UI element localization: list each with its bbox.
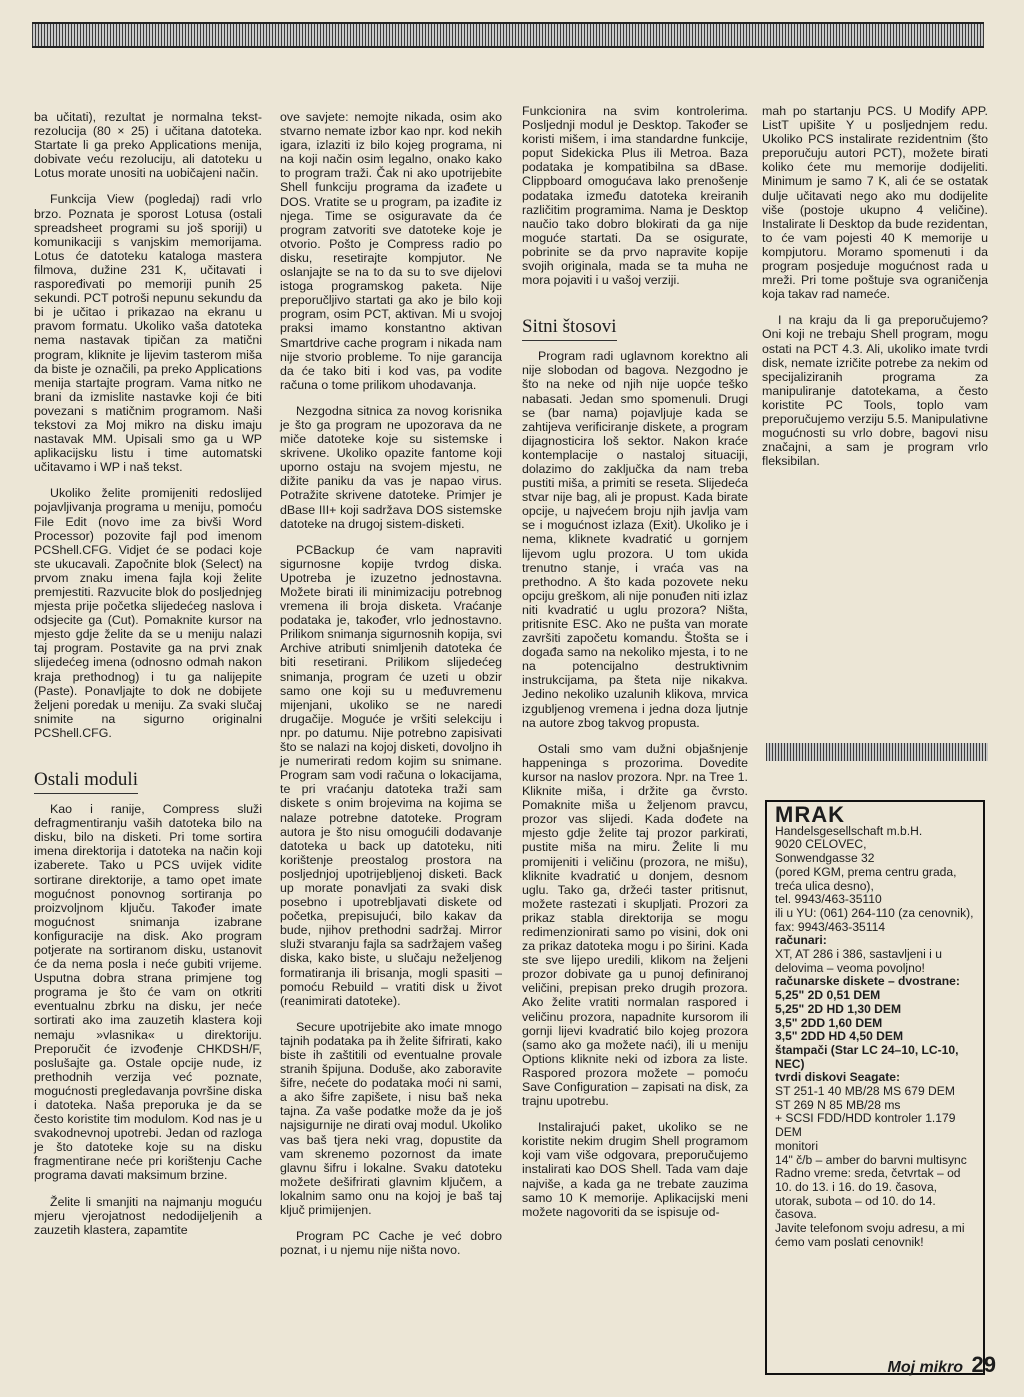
ad-line: 9020 CELOVEC, — [775, 837, 867, 852]
ad-line: Handelsgesellschaft m.b.H. — [775, 823, 923, 838]
paragraph: PCBackup će vam napraviti sigurnosne kopije tvrdog diska. Upotreba je izuzetno jednostavna. Možete birati ili minimizaciju potrebnog vremena ili broja disketa. Vraćanje podataka je, također, vrlo jednostavno. Prilikom snimanja sigurnosnih kopija, svi Archive atributi snimljenih datoteka će biti resetirani. Prilikom slijedećeg snimanja, program će uzeti u obzir samo one koji su u međuvremenu mijenjani, ukoliko se ne naredi drugačije. Moguće je vršiti selekciju i npr. po datumu. Nije potrebno zapisivati što se nalazi na kojoj disketi, dovoljno ih je numerirati redom kojim su snimane. Program sam vodi računa o lokacijama, te pri vraćanju datoteka traži sam diskete s onim brojevima na kojima se nalaze potrebne datoteke. Program autora je što nisu omogućili dodavanje datoteka u back up datoteku, niti korištenje preostalog prostora na posljednjoj upotrijebljenoj disketi. Back up morate ponavljati za svaki disk posebno i upotrebljavati diskete od početka, prepisujući, bilo kakav da bude, njihov prethodni sadržaj. Mirror služi stvaranju fajla sa sadržajem vašeg diska, kako biste, u slučaju neželjenog formatiranja ili brisanja, mogli spasiti – pomoću Rebuild – vratiti disk u život (reanimirati datoteke). — [280, 542, 502, 1008]
section-heading-sitni-stosovi: Sitni štosovi — [522, 317, 617, 341]
article-column-4 — [762, 104, 988, 480]
ad-line: fax: 9943/463-35114 — [775, 919, 886, 934]
ad-working-hours: Radno vreme: sreda, četvrtak – od 10. do 13. i 16. do 19. časova, utorak, subota – od 10. do 14. časova. — [775, 1166, 961, 1222]
ad-racunari-label: računari: — [775, 933, 827, 948]
magazine-name: Moj mikro — [887, 1359, 964, 1376]
paragraph: Funkcija View (pogledaj) radi vrlo brzo. Poznata je sporost Lotusa (ostali spreadsheet programi su još sporiji) u komunikaciji s vanjskim memorijama. Lotus će datoteku kataloga mastera filmova, dužine 231 K, učitavati i raspoređivati po memoriji punih 25 sekundi. PCT potroši nepunu sekundu da bi je učitao i prikazao na ekranu u pravom formatu. Ukoliko vaša datoteka nema nastavak tipičan za matični program, kliknite je lijevim tasterom miša da biste je označili, pa preko Applications menija startajte program. Vama nitko ne brani da izmislite nastavke koji će biti povezani s matičnim programom. Naši tekstovi za Moj mikro na disku imaju nastavak MM. Upisali smo ga u WP aplikacijsku listu i time automatski učitavamo i WP i naš tekst. — [34, 192, 262, 475]
paragraph: mah po startanju PCS. U Modify APP. ListT upišite Y u posljednjem redu. Ukoliko PCS instalirate rezidentnim (što preporučuju autori PCT), možete birati koliko ćete mu memorije dodijeliti. Minimum je samo 7 K, ali će se ostatak dulje učitavati nego ako mu dodijelite više (postoje ukupno 4 veličine). Instalirate li Desktop da bude rezidentan, to će vam pojesti 40 K memorije u kompjutoru. Moramo spomenuti i da program posjeduje mogućnost rada u mreži. Pri tome poštuje sva ograničenja koja takav rad nameće. — [762, 104, 988, 302]
ad-monitori-text: 14" č/b – amber do barvni multisync — [775, 1152, 967, 1167]
paragraph: Želite li smanjiti na najmanju moguću mjeru vjerojatnost nedodijeljenih a zauzetih klastera, zapamtite — [34, 1194, 262, 1237]
paragraph: Nezgodna sitnica za novog korisnika je što ga program ne upozorava da ne miče datoteke koje su sistemske i skrivene. Ukoliko opazite fantome koji uporno ostaju na svojem mjestu, ne dižite paniku da vas je napao virus. Potražite skrivene datoteke. Primjer je dBase III+ koji sadržava DOS sistemske datoteke na drugoj sistem-disketi. — [280, 403, 502, 531]
ad-disk-item: ST 251-1 40 MB/28 MS 679 DEM — [775, 1084, 955, 1099]
paragraph: ove savjete: nemojte nikada, osim ako stvarno nemate izbor kao npr. kod nekih igara, izlaziti iz bilo kojeg programa, ni na koji način osim legalno, onako kako to program traži. Čak ni ako upotrijebite Shell funkciju programa da izađete u DOS. Vratite se u program, pa izađite iz njega. Time se osiguravate da će program zatvoriti sve datoteke koje je otvorio. Pošto je Compress radio po disku, resetirajte kompjutor. Ne oslanjajte se na to da su to sve dijelovi istoga programskog paketa. Nije preporučljivo startati ga ako je bilo koji program, osim PCT, aktivan. Mi u svojoj praksi imamo konstantno aktivan Smartdrive cache program i nikada nam nije stvorio probleme. To nije garancija da će tako biti i kod vas, pa vodite računa o tome prilikom uhodavanja. — [280, 110, 502, 392]
paragraph: Ukoliko želite promijeniti redoslijed pojavljivanja programa u meniju, pomoću File Edit (novo ime za bivši Word Processor) pozovite fajl pod imenom PCShell.CFG. Vidjet će se podaci koje ste ukucavali. Započnite blok (Select) na prvom znaku imena fajla koji želite premjestiti. Razvucite blok do posljednjeg mjesta prije početka slijedećeg naslova i odsjecite ga (Cut). Pomaknite kursor na mjesto gdje želite da se u meniju nalazi taj program. Postavite ga na prvi znak slijedećeg imena (odnosno odmah nakon kraja prethodnog) i tu ga nalijepite (Paste). Ponavljajte to dok ne dobijete željeni poredak u meniju. Za svaki slučaj snimite na sigurno originalni PCShell.CFG. — [34, 486, 262, 740]
page-number: 29 — [971, 1352, 996, 1377]
ad-call-to-action: Javite telefonom svoju adresu, a mi ćemo vam poslati cenovnik! — [775, 1221, 965, 1249]
mrak-logo: MRAK — [775, 802, 845, 827]
ad-diskovi-label: tvrdi diskovi Seagate: — [775, 1070, 901, 1085]
article-column-3 — [522, 104, 748, 1231]
ad-disk-item: ST 269 N 85 MB/28 ms — [775, 1097, 901, 1112]
ad-stampaci: štampači (Star LC 24–10, LC-10, NEC) — [775, 1042, 959, 1071]
ad-disketa-price: 3,5" 2DD HD 4,50 DEM — [775, 1029, 904, 1044]
ad-disk-item: + SCSI FDD/HDD kontroler 1.179 DEM — [775, 1111, 956, 1140]
paragraph: Funkcionira na svim kontrolerima. Posljednji modul je Desktop. Također se koristi mišem, i ima standardne funkcije, poput Sidekicka Plus ili Metroa. Baza podataka je kompatibilna sa dBase. Clippboard omogućava lako prenošenje podataka između datoteka kreiranih različitim programima. Nama je Desktop naučio tako dobro blokirati da ga nije moguće startati. Da se osigurate, pobrinite se da prvo napravite kopije svojih originala, mada se ta muha ne mora pojaviti i u vašoj verziji. — [522, 104, 748, 288]
section-heading-ostali-moduli: Ostali moduli — [34, 770, 138, 794]
decorative-bar — [766, 743, 988, 761]
ad-diskete-label: računarske diskete – dvostrane: — [775, 974, 960, 989]
ad-monitori-label: monitori — [775, 1138, 819, 1153]
paragraph: ba učitati), rezultat je normalna tekst-rezolucija (80 × 25) i učitana datoteka. Startate li ga preko Applications menija, dobivate veću rezoluciju, ali datoteku u Lotus morate unositi na uobičajeni način. — [34, 110, 262, 181]
page-footer — [888, 1352, 997, 1378]
paragraph: Secure upotrijebite ako imate mnogo tajnih podataka pa ih želite šifrirati, kako biste ih zaštitili od eventualne provale stranih špijuna. Doduše, ako zaboravite šifre, nećete do podataka moći ni sami, a ako šifre zapišete, i nisu baš neka tajna. Za vaše podatke može da je još najsigurnije ne dirati ovaj modul. Ukoliko vas baš tjera neki vrag, dopustite da vam skrenemo pozornost da imate glavnu šifru i lokalne. Svaku datoteku možete dešifrirati glavnim ključem, a lokalnim samo onu na kojoj je baš taj ključ primijenjen. — [280, 1019, 502, 1218]
ad-disketa-price: 5,25" 2D 0,51 DEM — [775, 988, 881, 1003]
top-decorative-bar — [32, 22, 984, 48]
ad-line: Sonwendgasse 32 — [775, 851, 875, 866]
paragraph: Kao i ranije, Compress služi defragmentiranju vaših datoteka bilo na disku, bilo na disketi. Pri tome sortira imena direktorija i datoteka na način koji izaberete. Tako u PCS uvijek vidite sortirane direktorije, a tamo opet imate mogućnost ponovnog sortiranja po proizvoljnom ključu. Također imate mogućnost snimanja izabrane konfiguracije na disk. Ako program potjerate na sortiranom disku, ustanovit će da nema posla i neće gubiti vrijeme. Usputna dobra strana primjene tog programa je što će vam on otkriti eventualnu zbrku na disku, jer neće sortirati ako ima zauzetih klastera koji nemaju »vlasnika« u direktoriju. Preporučit će izvođenje CHKDSH/F, poslušajte ga. Ostale opcije nude, iz prethodnih verzija već poznate, mogućnosti pregledavanja površine diska i datoteka. Naša preporuka je da se često koristite tim modulom. Kod nas je u svakodnevnoj upotrebi. Jedan od razloga je što datoteke koje su na disku fragmentirane neće pri korištenju Cache programa davati maksimum brzine. — [34, 802, 262, 1183]
article-column-1 — [34, 110, 262, 1249]
ad-disketa-price: 5,25" 2D HD 1,30 DEM — [775, 1001, 902, 1016]
article-column-2 — [280, 110, 502, 1269]
ad-line: tel. 9943/463-35110 — [775, 892, 882, 907]
paragraph: Instalirajući paket, ukoliko se ne koristite nekim drugim Shell programom koji vam više odgovara, preporučujemo instalirati kao DOS Shell. Tada vam daje najviše, a kada ga ne trebate zauzima samo 10 K memorije. Aplikacijski meni možete nagovoriti da se ispisuje od- — [522, 1120, 748, 1219]
ad-line: ili u YU: (061) 264-110 (za cenovnik), — [775, 905, 974, 920]
paragraph: Ostali smo vam dužni objašnjenje happeninga s prozorima. Dovedite kursor na naslov prozora. Npr. na Tree 1. Kliknite miša, i držite ga čvrsto. Pomaknite miša u željenom pravcu, prozor vas slijedi. Kada dođete na mjesto gdje želite taj prozor parkirati, pustite miša na miru. Želite li mu promijeniti i veličinu (prozora, ne mišu), kliknite kvadratić u donjem, desnom uglu. Tako ga, držeći taster pritisnut, možete rastezati i skupljati. Prozori za prikaz stabla direktorija se mogu redimenzionirati samo po visini, dok oni za prikaz datoteka mogu i po širini. Kada ste sve lijepo uredili, klikom na željeni prozor dobivate ga u punoj definiranoj veličini, prepisan preko drugih prozora. Ako želite vratiti normalan raspored i veličinu prozora, napadnite kursorom ili gornji lijevi kvadratić bilo kojeg prozora (samo ako ga možete naći), ili u meniju Options kliknite neki od izbora za liste. Raspored prozora možete – pomoću Save Configuration – zapisati na disk, za trajnu upotrebu. — [522, 741, 748, 1109]
ad-line: (pored KGM, prema centru grada, treća ulica desno), — [775, 864, 957, 893]
ad-disketa-price: 3,5" 2DD 1,60 DEM — [775, 1015, 883, 1030]
mrak-advertisement — [765, 800, 985, 1375]
ad-racunari-text: XT, AT 286 i 386, sastavljeni i u delovima – veoma povoljno! — [775, 947, 942, 975]
paragraph: I na kraju da li ga preporučujemo? Oni koji ne trebaju Shell program, mogu ostati na PCT 4.3. Ali, ukoliko imate tvrdi disk, nemate izričite potrebe za nekim od specijaliziranih programa za manipuliranje datotekama, a često koristite PC Tools, toplo vam preporučujemo verziju 5.5. Manipulativne mogućnosti su vrlo dobre, bagovi nisu značajni, a sam je program vrlo fleksibilan. — [762, 313, 988, 469]
paragraph: Program radi uglavnom korektno ali nije slobodan od bagova. Nezgodno je što na neke od njih nije uopće teško nabasati. Jedan smo spomenuli. Drugi se (bar nama) pojavljuje kada se zahtijeva verificiranje diskete, a program dijagnosticira loš sektor. Nakon kraće kontemplacije o nastaloj situaciji, dolazimo do zaključka da nam treba pustiti miša, a primiti se reseta. Slijedeća stvar nije bag, ali je propust. Kada birate opcije, u najvećem broju njih javlja vam se i mogućnost izlaza (Exit). Ukoliko je i nema, kliknete kvadratić u gornjem lijevom uglu prozora. U tom ukida trenutno stanje, i vraća vas na prethodno. A što kada pozovete neku opciju greškom, ali nije ponuđen niti izlaz niti kvadratić u uglu prozora? Ništa, pritisnite ESC. Ako ne pušta van morate završiti započetu komandu. Štošta se i događa samo na nekoliko mjesta, i to ne na potencijalno destruktivnim instrukcijama, pa šteta nije nikakva. Jedino nekoliko uzalunih klikova, mrvica izgubljenog vremena i jedna doza ljutnje na autore zbog takvog propusta. — [522, 349, 748, 730]
paragraph: Program PC Cache je već dobro poznat, i u njemu nije ništa novo. — [280, 1229, 502, 1258]
